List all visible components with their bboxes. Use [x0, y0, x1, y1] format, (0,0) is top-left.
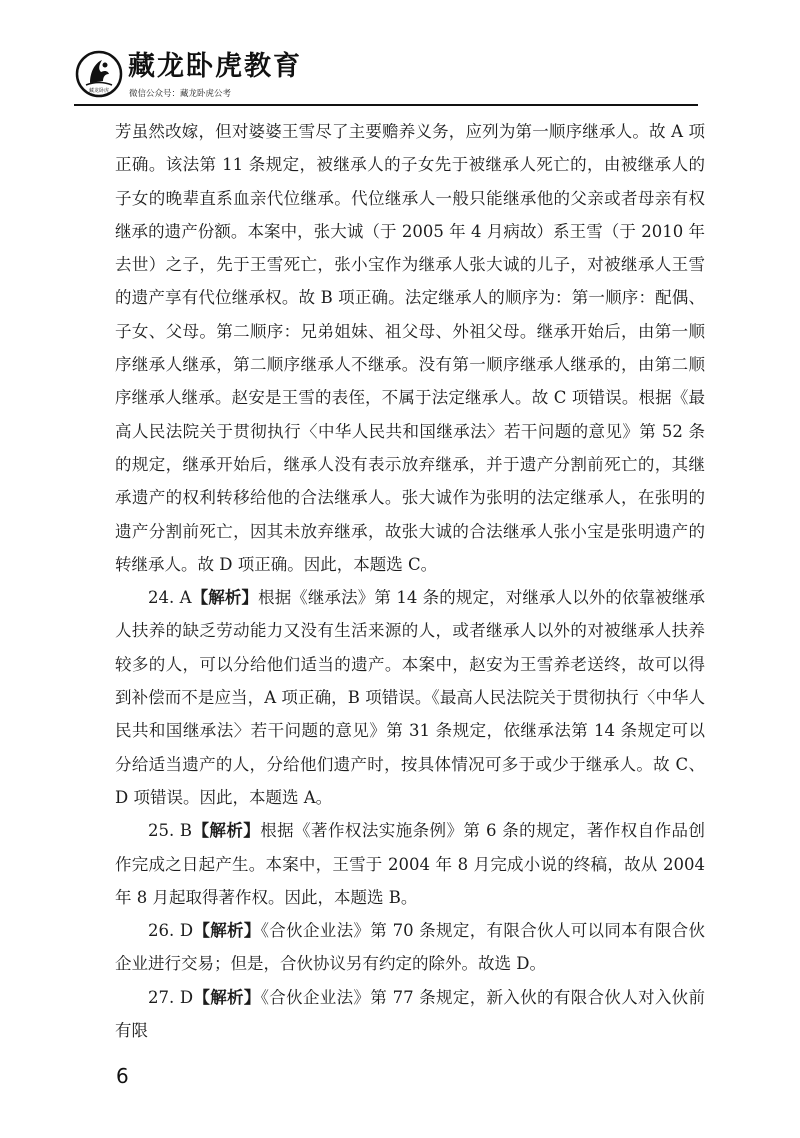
- analysis-tag: 【解析】: [193, 987, 261, 1007]
- page-header: [0, 0, 800, 112]
- paragraph-text: 《合伙企业法》第 77 条规定，新入伙的有限合伙人对入伙前有限: [115, 987, 705, 1041]
- analysis-tag: 【解析】: [193, 921, 261, 941]
- answer-paragraph-26: [115, 914, 705, 981]
- question-number: 24. A: [148, 588, 192, 608]
- header-divider: [74, 104, 698, 106]
- tiger-dragon-logo-icon: [75, 50, 123, 98]
- brand-subtitle: 微信公众号：藏龙卧虎公考: [129, 89, 232, 99]
- question-number: 27. D: [148, 987, 194, 1007]
- paragraph-text: 根据《著作权法实施条例》第 6 条的规定，著作权自作品创作完成之日起产生。本案中，王雪于 2004 年 8 月完成小说的终稿，故从 2004 年 8 月起取得著作权。因此，本题选 B。: [115, 821, 705, 907]
- brand-title: 藏龙卧虎教育: [128, 51, 302, 82]
- paragraph-text: 根据《继承法》第 14 条的规定，对继承人以外的依靠被继承人扶养的缺乏劳动能力又没有生活来源的人，或者继承人以外的对被继承人扶养较多的人，可以分给他们适当的遗产。本案中，赵安为王雪养老送终，故可以得到补偿而不是应当，A 项正确，B 项错误。《最高人民法院关于贯彻执行〈中华人民共和国继承法〉若干问题的意见》第 31 条规定，依继承法第 14 条规定可以分给适当遗产的人，分给他们遗产时，按具体情况可多于或少于继承人。故 C、D 项错误。因此，本题选 A。: [115, 588, 705, 807]
- paragraph-continuation: [115, 115, 705, 581]
- analysis-tag: 【解析】: [191, 588, 259, 608]
- logo-caption: 藏龙卧虎: [88, 88, 110, 94]
- answer-explanations: [115, 115, 705, 1047]
- answer-paragraph-27: [115, 981, 705, 1048]
- page-number: 6: [116, 1064, 129, 1088]
- question-number: 26. D: [148, 921, 194, 941]
- answer-paragraph-24: [115, 581, 705, 814]
- question-number: 25. B: [148, 821, 193, 841]
- analysis-tag: 【解析】: [192, 821, 261, 841]
- paragraph-text: 《合伙企业法》第 70 条规定，有限合伙人可以同本有限合伙企业进行交易；但是，合伙协议另有约定的除外。故选 D。: [115, 921, 705, 974]
- answer-paragraph-25: [115, 814, 705, 914]
- paragraph-text: 芳虽然改嫁，但对婆婆王雪尽了主要赡养义务，应列为第一顺序继承人。故 A 项正确。该法第 11 条规定，被继承人的子女先于被继承人死亡的，由被继承人的子女的晚辈直系血亲代位继承。代位继承人一般只能继承他的父亲或者母亲有权继承的遗产份额。本案中，张大诚（于 2005 年 4 月病故）系王雪（于 2010 年去世）之子，先于王雪死亡，张小宝作为继承人张大诚的儿子，对被继承人王雪的遗产享有代位继承权。故 B 项正确。法定继承人的顺序为：第一顺序：配偶、子女、父母。第二顺序：兄弟姐妹、祖父母、外祖父母。继承开始后，由第一顺序继承人继承，第二顺序继承人不继承。没有第一顺序继承人继承的，由第二顺序继承人继承。赵安是王雪的表侄，不属于法定继承人。故 C 项错误。根据《最高人民法院关于贯彻执行〈中华人民共和国继承法〉若干问题的意见》第 52 条的规定，继承开始后，继承人没有表示放弃继承，并于遗产分割前死亡的，其继承遗产的权利转移给他的合法继承人。张大诚作为张明的法定继承人，在张明的遗产分割前死亡，因其未放弃继承，故张大诚的合法继承人张小宝是张明遗产的转继承人。故 D 项正确。因此，本题选 C。: [115, 122, 705, 574]
